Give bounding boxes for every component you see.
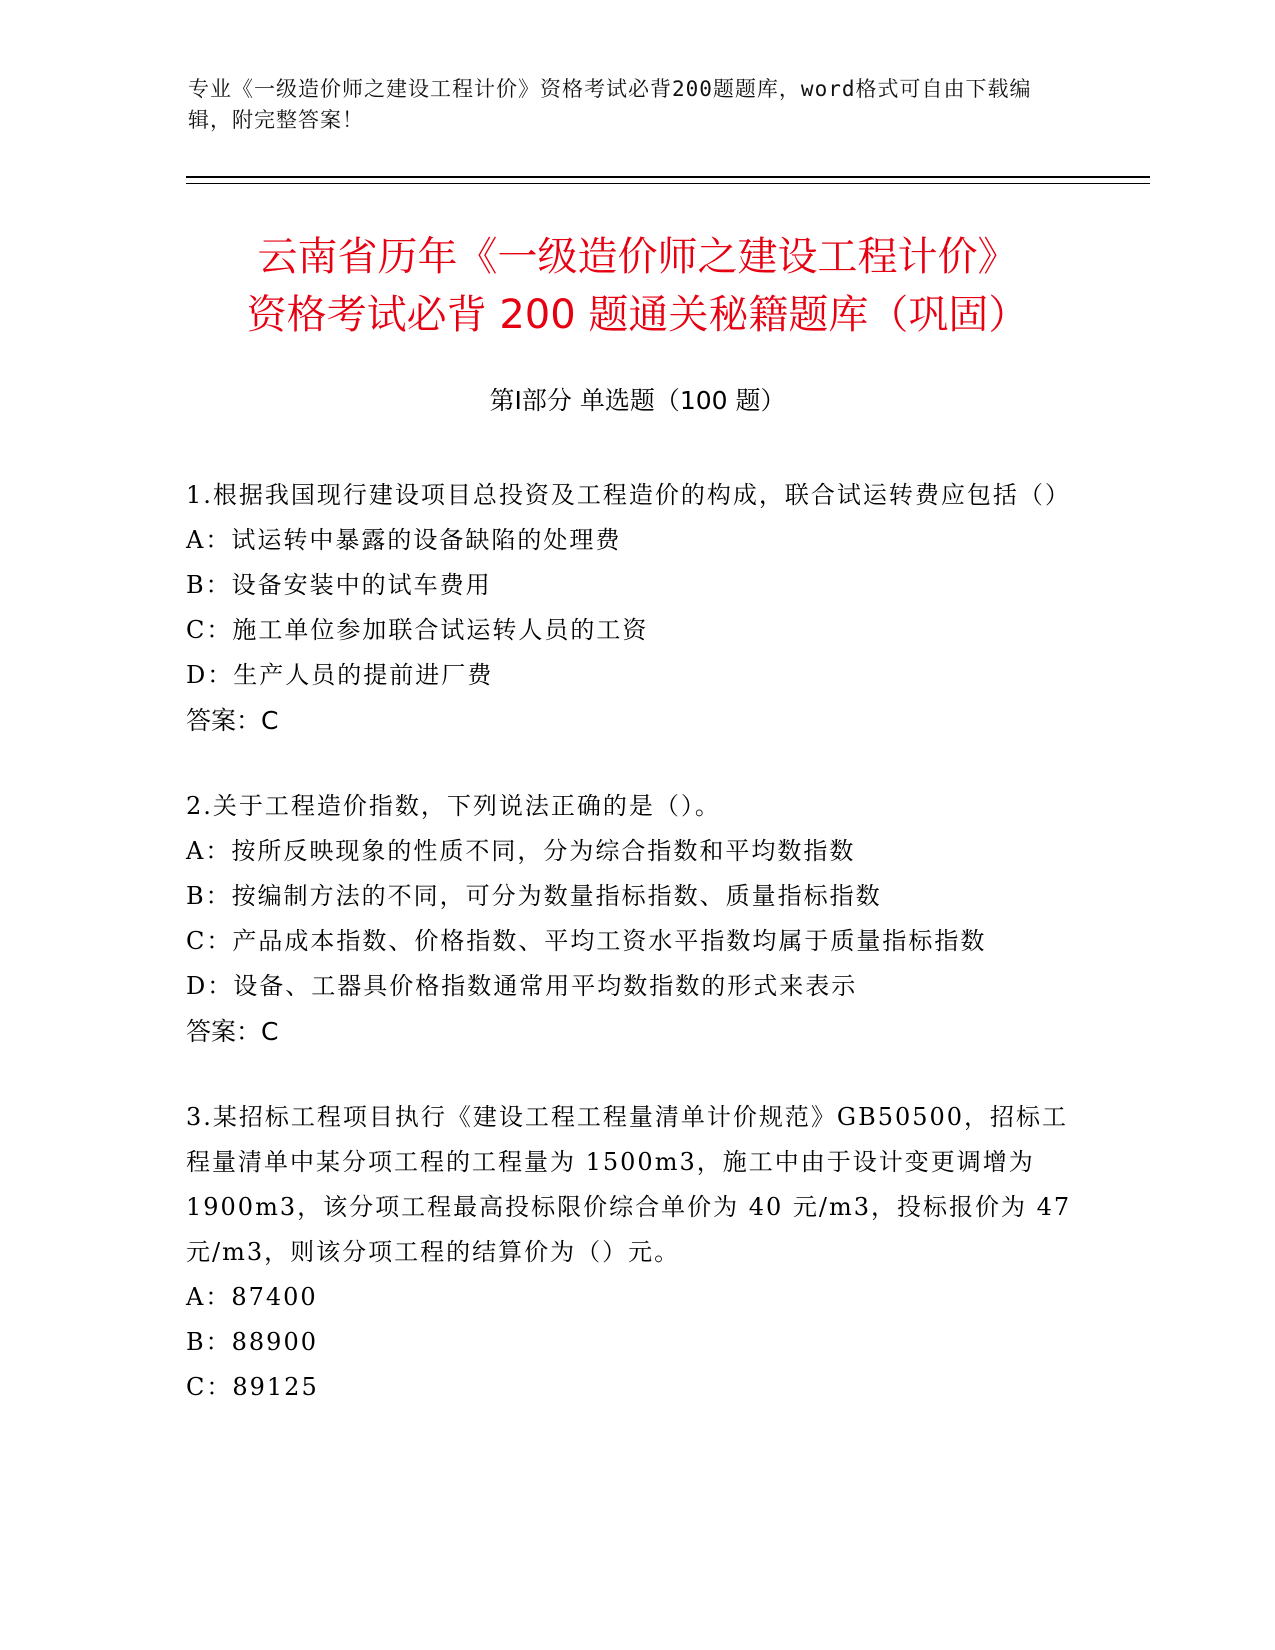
option-b: B：按编制方法的不同，可分为数量指标指数、质量指标指数	[186, 882, 882, 910]
document-title	[150, 228, 1125, 344]
header-note: 专业《一级造价师之建设工程计价》资格考试必背200题题库，word格式可自由下载编辑，附完整答案！	[188, 77, 1032, 132]
question-3	[186, 1095, 1086, 1410]
option-b: B：设备安装中的试车费用	[186, 571, 492, 599]
option-c: C：施工单位参加联合试运转人员的工资	[186, 616, 649, 644]
option-a: A：按所反映现象的性质不同，分为综合指数和平均数指数	[186, 837, 856, 865]
question-stem: 1.根据我国现行建设项目总投资及工程造价的构成，联合试运转费应包括（）	[186, 481, 1071, 509]
option-d: D：生产人员的提前进厂费	[186, 661, 494, 689]
header-divider-thin	[186, 183, 1150, 184]
header-divider-thick	[186, 176, 1150, 178]
document-title-line-1: 云南省历年《一级造价师之建设工程计价》	[257, 234, 1018, 280]
option-d: D：设备、工器具价格指数通常用平均数指数的形式来表示	[186, 972, 858, 1000]
section-title: 第Ⅰ部分 单选题（100 题）	[489, 386, 786, 415]
question-stem: 3.某招标工程项目执行《建设工程工程量清单计价规范》GB50500，招标工程量清单中某分项工程的工程量为 1500m3，施工中由于设计变更调增为 1900m3，该分项工程最高投标限价综合单价为 40 元/m3，投标报价为 47 元/m3，则该分项工程的结算价为（）元。	[186, 1103, 1072, 1266]
option-c: C：89125	[186, 1373, 319, 1401]
document-title-line-2: 资格考试必背 200 题通关秘籍题库（巩固）	[246, 292, 1029, 338]
option-b: B：88900	[186, 1328, 318, 1356]
question-1	[186, 473, 1086, 743]
question-stem: 2.关于工程造价指数，下列说法正确的是（）。	[186, 792, 721, 820]
question-2	[186, 784, 1086, 1054]
option-a: A：试运转中暴露的设备缺陷的处理费	[186, 526, 622, 554]
option-a: A：87400	[186, 1283, 318, 1311]
answer: 答案：C	[186, 1017, 279, 1046]
question-list	[186, 473, 1086, 1451]
option-c: C：产品成本指数、价格指数、平均工资水平指数均属于质量指标指数	[186, 927, 987, 955]
answer: 答案：C	[186, 706, 279, 735]
